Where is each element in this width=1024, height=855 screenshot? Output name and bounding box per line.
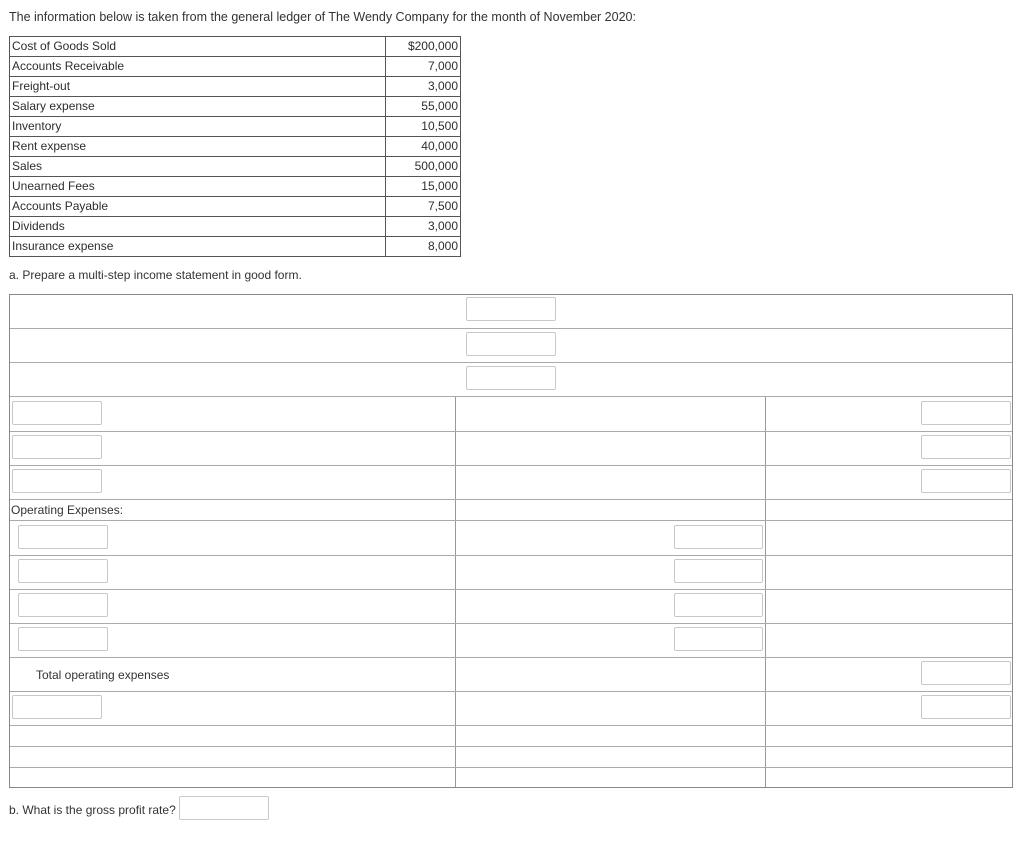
line-item-label-input[interactable] <box>12 401 102 425</box>
statement-row <box>10 432 1012 466</box>
ledger-account: Freight-out <box>10 77 386 97</box>
ledger-amount: 10,500 <box>386 117 461 137</box>
statement-header-row <box>10 295 1012 329</box>
ledger-row <box>10 117 461 137</box>
ledger-amount: $200,000 <box>386 37 461 57</box>
header-input-period[interactable] <box>466 366 556 390</box>
ledger-account: Inventory <box>10 117 386 137</box>
expense-label-input[interactable] <box>18 559 108 583</box>
expense-amount-input[interactable] <box>674 559 763 583</box>
statement-row <box>10 726 1012 747</box>
ledger-amount: 7,500 <box>386 197 461 217</box>
expense-label-input[interactable] <box>18 525 108 549</box>
income-statement-grid <box>9 294 1013 788</box>
statement-row <box>10 692 1012 726</box>
ledger-account: Cost of Goods Sold <box>10 37 386 57</box>
ledger-amount: 500,000 <box>386 157 461 177</box>
gross-profit-rate-input[interactable] <box>179 796 269 820</box>
ledger-account: Accounts Payable <box>10 197 386 217</box>
ledger-account: Insurance expense <box>10 237 386 257</box>
question-a: a. Prepare a multi-step income statement in good form. <box>9 268 302 282</box>
ledger-row <box>10 97 461 117</box>
expense-amount-input[interactable] <box>674 593 763 617</box>
statement-row <box>10 624 1012 658</box>
expense-label-input[interactable] <box>18 627 108 651</box>
ledger-amount: 7,000 <box>386 57 461 77</box>
ledger-account: Sales <box>10 157 386 177</box>
ledger-table <box>9 36 461 257</box>
ledger-row <box>10 197 461 217</box>
statement-row <box>10 466 1012 500</box>
ledger-amount: 55,000 <box>386 97 461 117</box>
statement-row <box>10 556 1012 590</box>
statement-row <box>10 500 1012 521</box>
ledger-amount: 15,000 <box>386 177 461 197</box>
line-item-label-input[interactable] <box>12 469 102 493</box>
ledger-row <box>10 217 461 237</box>
intro-text: The information below is taken from the general ledger of The Wendy Company for the month of November 2020: <box>9 10 636 24</box>
statement-row <box>10 768 1012 788</box>
header-input-statement[interactable] <box>466 332 556 356</box>
line-item-label-input[interactable] <box>12 435 102 459</box>
operating-expenses-label: Operating Expenses: <box>11 503 124 517</box>
ledger-amount: 40,000 <box>386 137 461 157</box>
expense-amount-input[interactable] <box>674 627 763 651</box>
ledger-row <box>10 37 461 57</box>
line-item-amount-input[interactable] <box>921 435 1011 459</box>
ledger-account: Unearned Fees <box>10 177 386 197</box>
net-income-label-input[interactable] <box>12 695 102 719</box>
ledger-amount: 3,000 <box>386 217 461 237</box>
net-income-amount-input[interactable] <box>921 695 1011 719</box>
ledger-account: Accounts Receivable <box>10 57 386 77</box>
statement-header-row <box>10 363 1012 397</box>
expense-amount-input[interactable] <box>674 525 763 549</box>
ledger-row <box>10 237 461 257</box>
total-operating-expenses-input[interactable] <box>921 661 1011 685</box>
statement-row <box>10 521 1012 556</box>
statement-row <box>10 397 1012 432</box>
expense-label-input[interactable] <box>18 593 108 617</box>
line-item-amount-input[interactable] <box>921 469 1011 493</box>
ledger-row <box>10 77 461 97</box>
line-item-amount-input[interactable] <box>921 401 1011 425</box>
ledger-row <box>10 57 461 77</box>
statement-row <box>10 658 1012 692</box>
total-operating-expenses-label: Total operating expenses <box>36 668 170 682</box>
ledger-account: Rent expense <box>10 137 386 157</box>
statement-row <box>10 590 1012 624</box>
ledger-account: Dividends <box>10 217 386 237</box>
ledger-amount: 3,000 <box>386 77 461 97</box>
statement-header-row <box>10 329 1012 363</box>
question-b: b. What is the gross profit rate? <box>9 803 176 817</box>
header-input-company[interactable] <box>466 297 556 321</box>
ledger-row <box>10 137 461 157</box>
statement-row <box>10 747 1012 768</box>
ledger-row <box>10 177 461 197</box>
ledger-row <box>10 157 461 177</box>
ledger-amount: 8,000 <box>386 237 461 257</box>
ledger-account: Salary expense <box>10 97 386 117</box>
